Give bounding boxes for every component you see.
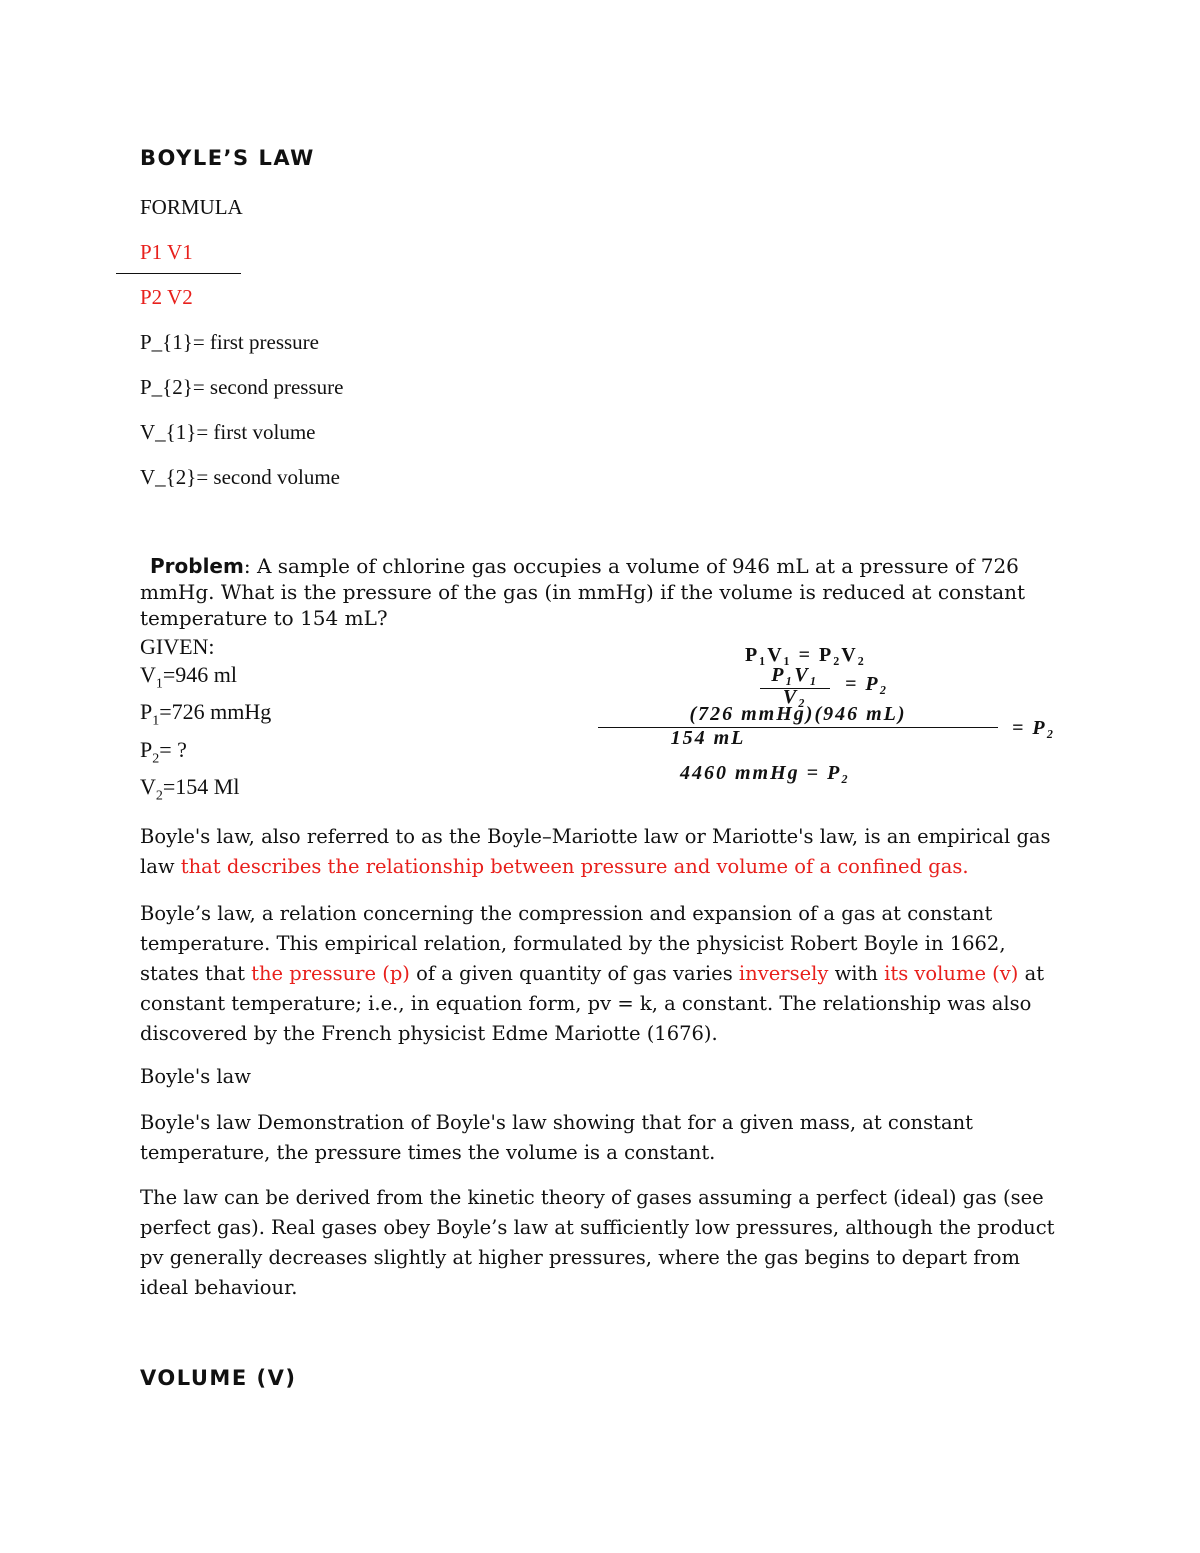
highlight-text: that describes the relationship between pressure and volume of a confined gas. (180, 855, 969, 878)
given-item: $V_1=946$ ml (140, 662, 238, 692)
given-item: $V_2=154$ Ml (140, 774, 240, 804)
solution-frac-denominator: V₂ (782, 686, 808, 708)
highlight-text: the pressure (p) (251, 962, 410, 985)
problem-text: : A sample of chlorine gas occupies a volume of 946 mL at a pressure of 726 mmHg. What is the pressure of the gas (in mmHg) if the volume is reduced at constant temperature to 154 mL? (140, 554, 1026, 630)
paragraph-demonstration: Boyle's law Demonstration of Boyle's law showing that for a given mass, at constant temperature, the pressure times the volume is a constant. (140, 1111, 973, 1164)
fraction-bar (116, 273, 241, 274)
definition-v2: V_{2}= second volume (140, 465, 340, 489)
formula-denominator: P2 V2 (140, 285, 193, 309)
paragraph-relation: Boyle’s law, a relation concerning the compression and expansion of a gas at constant temperature. This empirical relation, formulated by the physicist Robert Boyle in 1662, states that the pressure (p) of a given quantity of gas varies inversely with its volume (v) at constant temperature; i.e., in equation form, pv = k, a constant. The relationship was also discovered by the French physicist Edme Mariotte (1676). (140, 902, 1045, 1045)
given-item: $P_2=$ ? (140, 736, 187, 767)
section-heading-volume: VOLUME (V) (140, 1366, 297, 1390)
given-block (140, 633, 271, 811)
paragraph-definition: Boyle's law, also referred to as the Boyle–Mariotte law or Mariotte's law, is an empirical gas law that describes the relationship between pressure and volume of a confined gas. (140, 825, 1051, 878)
solution-frac-rhs: = P₂ (845, 673, 889, 695)
given-item: $P_1=726$ mmHg (140, 699, 272, 729)
solution-result: 4460 mmHg = P₂ (680, 762, 851, 784)
formula-numerator: P1 V1 (140, 240, 193, 264)
formula-label: FORMULA (140, 195, 243, 219)
paragraph-kinetic-theory: The law can be derived from the kinetic theory of gases assuming a perfect (ideal) gas (see perfect gas). Real gases obey Boyle’s law at sufficiently low pressures, although the product pv generally decreases slightly at higher pressures, where the gas begins to depart from ideal behaviour. (140, 1186, 1055, 1299)
given-label: GIVEN: (140, 634, 215, 659)
paragraph-caption: Boyle's law (140, 1065, 251, 1088)
problem-label: Problem (150, 554, 244, 578)
highlight-text: its volume (v) (884, 962, 1019, 985)
highlight-text: inversely (738, 962, 829, 985)
solution-rhs-2: = P₂ (1012, 717, 1056, 739)
definition-p1: P_{1}= first pressure (140, 330, 319, 354)
definition-v1: V_{1}= first volume (140, 420, 316, 444)
definition-p2: P_{2}= second pressure (140, 375, 344, 399)
solution-denominator-2: 154 mL (670, 727, 746, 749)
solution-line-1: P₁V₁ = P₂V₂ (745, 644, 866, 666)
problem-statement (140, 553, 1060, 631)
solution-numerator-2: (726 mmHg)(946 mL) (689, 703, 907, 725)
page-title: BOYLE’S LAW (140, 146, 315, 170)
solution-frac-numerator: P₁V₁ (771, 664, 819, 686)
